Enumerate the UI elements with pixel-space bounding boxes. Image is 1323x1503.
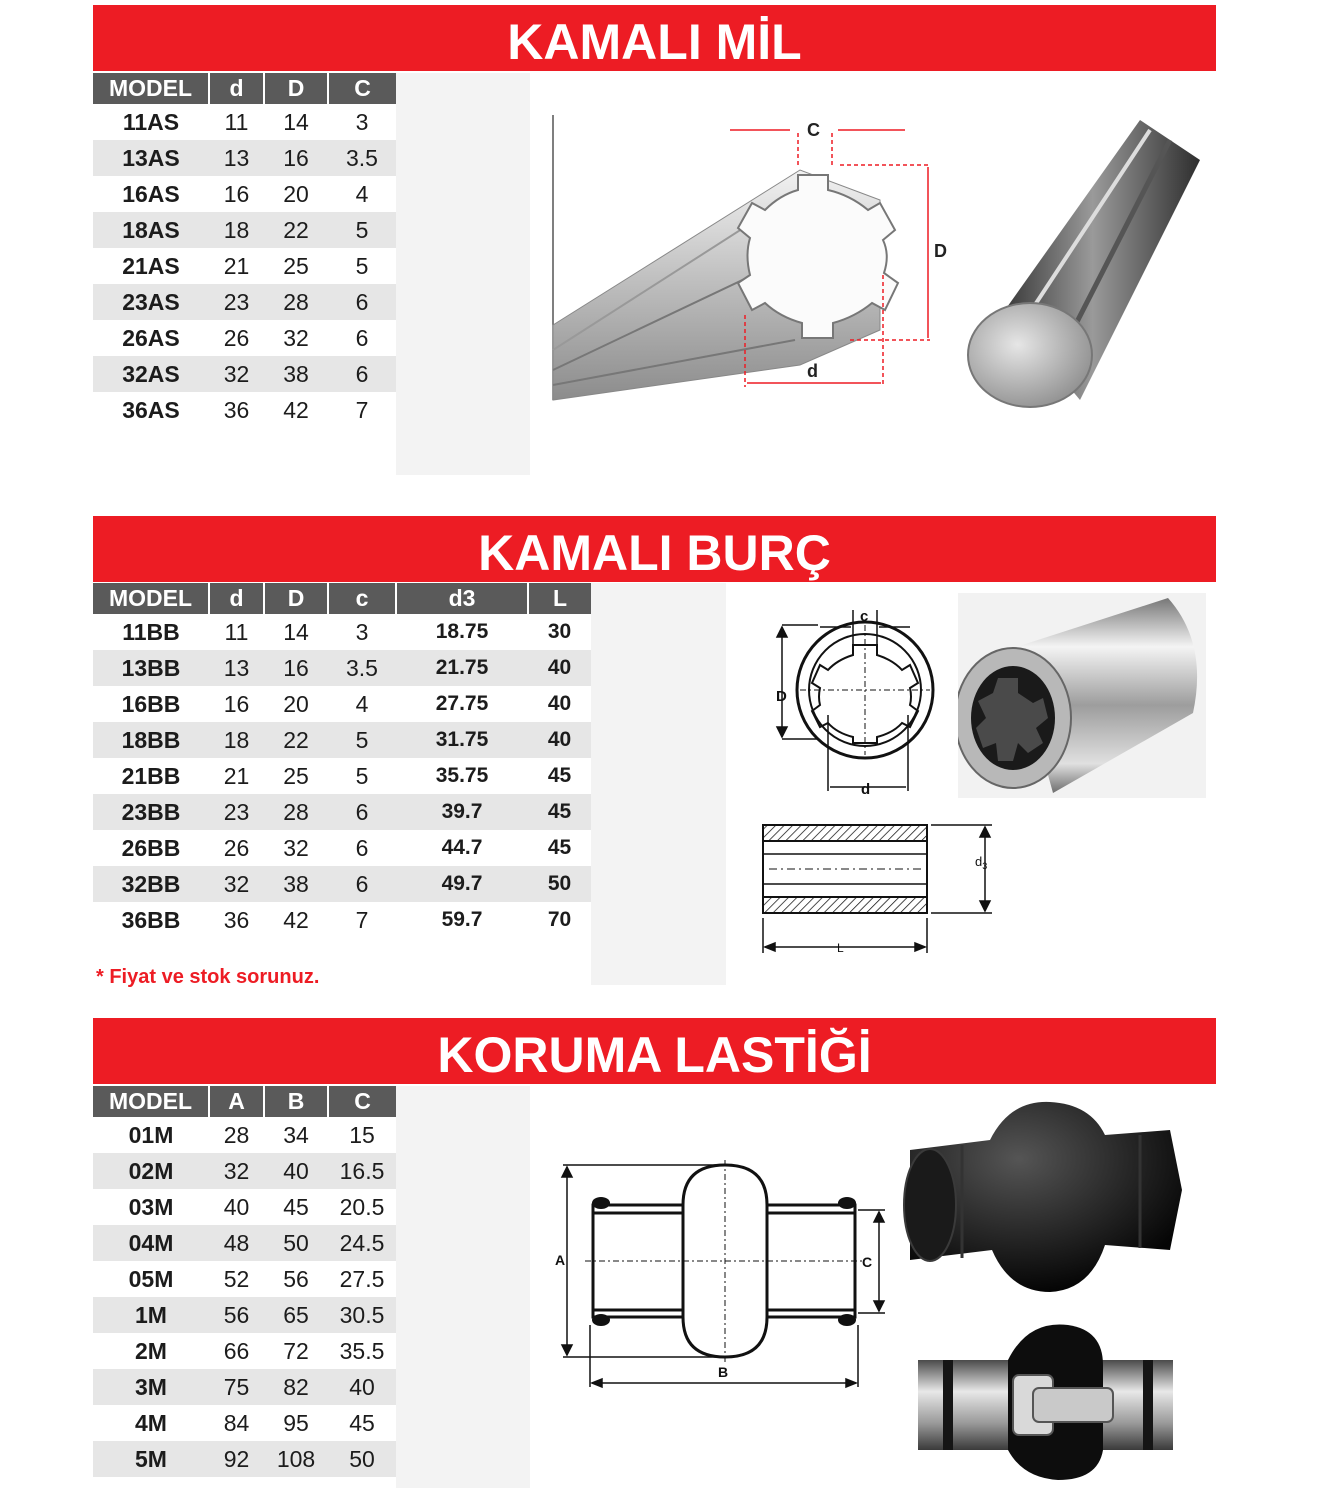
value-cell: 6 bbox=[328, 356, 396, 392]
table-row bbox=[93, 1261, 396, 1297]
value-cell: 31.75 bbox=[396, 722, 528, 758]
model-cell: 13AS bbox=[93, 140, 209, 176]
table-header bbox=[93, 73, 396, 104]
value-cell: 16 bbox=[264, 650, 328, 686]
spline-shaft-photo bbox=[965, 115, 1205, 415]
table-side-panel bbox=[396, 1086, 530, 1488]
table-row bbox=[93, 1117, 396, 1153]
col-header: c bbox=[328, 583, 396, 614]
value-cell: 39.7 bbox=[396, 794, 528, 830]
value-cell: 30 bbox=[547, 620, 572, 643]
value-cell: 50 bbox=[328, 1441, 396, 1477]
table-row bbox=[93, 1153, 396, 1189]
spline-shaft-table bbox=[93, 73, 396, 428]
value-cell: 13 bbox=[209, 650, 264, 686]
model-cell: 26AS bbox=[122, 324, 180, 351]
col-header: C bbox=[328, 1086, 396, 1117]
value-cell: 5 bbox=[355, 762, 369, 789]
value-cell: 16 bbox=[223, 690, 250, 717]
value-cell: 38 bbox=[264, 866, 328, 902]
value-cell: 5 bbox=[328, 722, 396, 758]
section-banner-koruma-lastigi bbox=[93, 1018, 1216, 1084]
spline-bushing-photo bbox=[958, 593, 1206, 798]
dim-label-L: L bbox=[837, 941, 844, 955]
model-cell: 01M bbox=[128, 1121, 174, 1148]
value-cell: 56 bbox=[283, 1265, 309, 1292]
table-row bbox=[93, 902, 591, 938]
value-cell: 45 bbox=[283, 1193, 309, 1220]
value-cell: 108 bbox=[264, 1441, 328, 1477]
value-cell: 22 bbox=[264, 212, 328, 248]
col-header: MODEL bbox=[93, 73, 209, 104]
model-cell: 02M bbox=[93, 1153, 209, 1189]
value-cell: 6 bbox=[328, 794, 396, 830]
value-cell: 18.75 bbox=[435, 620, 489, 643]
table-row bbox=[93, 140, 396, 176]
value-cell: 42 bbox=[283, 906, 309, 933]
section-banner-kamali-burc bbox=[93, 516, 1216, 582]
model-cell: 1M bbox=[93, 1297, 209, 1333]
value-cell: 28 bbox=[223, 1121, 250, 1148]
value-cell: 65 bbox=[264, 1297, 328, 1333]
value-cell: 40 bbox=[547, 692, 572, 715]
value-cell: 14 bbox=[283, 618, 309, 645]
value-cell: 3.5 bbox=[328, 650, 396, 686]
value-cell: 75 bbox=[209, 1369, 264, 1405]
value-cell: 35.5 bbox=[339, 1337, 385, 1364]
value-cell: 70 bbox=[547, 908, 572, 931]
model-cell: 23BB bbox=[93, 794, 209, 830]
value-cell: 5 bbox=[355, 252, 369, 279]
model-cell: 3M bbox=[93, 1369, 209, 1405]
table-row bbox=[93, 1333, 396, 1369]
value-cell: 24.5 bbox=[328, 1225, 396, 1261]
model-cell: 26BB bbox=[121, 834, 181, 861]
value-cell: 84 bbox=[223, 1409, 250, 1436]
value-cell: 5 bbox=[328, 212, 396, 248]
value-cell: 23 bbox=[209, 794, 264, 830]
value-cell: 45 bbox=[528, 794, 591, 830]
table-row bbox=[93, 212, 396, 248]
value-cell: 18 bbox=[209, 722, 264, 758]
value-cell: 36 bbox=[223, 906, 250, 933]
table-row bbox=[93, 248, 396, 284]
value-cell: 32 bbox=[283, 324, 309, 351]
value-cell: 32 bbox=[283, 834, 309, 861]
value-cell: 22 bbox=[264, 722, 328, 758]
table-side-panel bbox=[591, 583, 726, 985]
section-title: KAMALI BURÇ bbox=[478, 525, 831, 581]
value-cell: 26 bbox=[223, 834, 250, 861]
value-cell: 40 bbox=[264, 1153, 328, 1189]
value-cell: 27.5 bbox=[339, 1265, 385, 1292]
value-cell: 40 bbox=[328, 1369, 396, 1405]
value-cell: 32 bbox=[209, 866, 264, 902]
value-cell: 16.5 bbox=[328, 1153, 396, 1189]
table-row bbox=[93, 722, 591, 758]
dim-label-c: C bbox=[807, 120, 820, 140]
col-header: MODEL bbox=[93, 1086, 209, 1117]
table-row bbox=[93, 104, 396, 140]
value-cell: 48 bbox=[209, 1225, 264, 1261]
col-header: B bbox=[264, 1086, 328, 1117]
col-header: L bbox=[528, 583, 591, 614]
table-body bbox=[93, 614, 591, 938]
value-cell: 26 bbox=[223, 324, 250, 351]
section-title: KAMALI MİL bbox=[507, 14, 802, 70]
value-cell: 6 bbox=[328, 866, 396, 902]
model-cell: 2M bbox=[135, 1337, 167, 1364]
value-cell: 18 bbox=[209, 212, 264, 248]
model-cell: 11BB bbox=[122, 618, 180, 645]
spline-shaft-diagram bbox=[550, 105, 970, 425]
value-cell: 92 bbox=[209, 1441, 264, 1477]
value-cell: 45 bbox=[349, 1409, 375, 1436]
value-cell: 15 bbox=[349, 1121, 375, 1148]
model-cell: 04M bbox=[93, 1225, 209, 1261]
dim-label-d3: $d_3$ bbox=[975, 854, 988, 871]
protection-rubber-photo bbox=[900, 1100, 1185, 1295]
value-cell: 16 bbox=[264, 140, 328, 176]
model-cell: 16BB bbox=[121, 690, 181, 717]
spline-bushing-front-diagram bbox=[760, 605, 960, 805]
col-header: d bbox=[209, 73, 264, 104]
value-cell: 3 bbox=[355, 108, 369, 135]
dim-label-D: D bbox=[934, 241, 947, 261]
model-cell: 32BB bbox=[93, 866, 209, 902]
model-cell: 4M bbox=[135, 1409, 167, 1436]
value-cell: 7 bbox=[355, 906, 369, 933]
table-row bbox=[93, 650, 591, 686]
value-cell: 40 bbox=[528, 722, 591, 758]
value-cell: 36 bbox=[223, 396, 250, 423]
table-row bbox=[93, 176, 396, 212]
value-cell: 4 bbox=[355, 180, 369, 207]
value-cell: 4 bbox=[355, 690, 369, 717]
value-cell: 28 bbox=[264, 284, 328, 320]
value-cell: 23 bbox=[209, 284, 264, 320]
model-cell: 05M bbox=[128, 1265, 174, 1292]
value-cell: 45 bbox=[547, 764, 572, 787]
model-cell: 11AS bbox=[122, 108, 180, 135]
spline-bushing-side-diagram bbox=[757, 818, 1002, 958]
value-cell: 72 bbox=[283, 1337, 309, 1364]
model-cell: 36AS bbox=[122, 396, 180, 423]
col-header: C bbox=[328, 73, 396, 104]
value-cell: 20 bbox=[283, 690, 309, 717]
col-header: d3 bbox=[396, 583, 528, 614]
model-cell: 18BB bbox=[93, 722, 209, 758]
value-cell: 95 bbox=[283, 1409, 309, 1436]
value-cell: 32 bbox=[209, 1153, 264, 1189]
value-cell: 21 bbox=[223, 252, 250, 279]
value-cell: 14 bbox=[283, 108, 309, 135]
value-cell: 27.75 bbox=[435, 692, 489, 715]
value-cell: 66 bbox=[223, 1337, 250, 1364]
col-header: D bbox=[264, 73, 328, 104]
value-cell: 82 bbox=[264, 1369, 328, 1405]
value-cell: 20 bbox=[283, 180, 309, 207]
value-cell: 59.7 bbox=[441, 908, 483, 931]
table-row bbox=[93, 1405, 396, 1441]
dim-label-A: A bbox=[555, 1252, 566, 1268]
table-body bbox=[93, 104, 396, 428]
value-cell: 42 bbox=[283, 396, 309, 423]
value-cell: 50 bbox=[264, 1225, 328, 1261]
table-row bbox=[93, 1369, 396, 1405]
col-header: MODEL bbox=[93, 583, 209, 614]
value-cell: 30.5 bbox=[328, 1297, 396, 1333]
model-cell: 16AS bbox=[122, 180, 180, 207]
table-side-panel bbox=[396, 73, 530, 475]
col-header: D bbox=[264, 583, 328, 614]
spline-bushing-table bbox=[93, 583, 591, 938]
value-cell: 25 bbox=[283, 762, 309, 789]
dim-label-c: c bbox=[860, 608, 869, 625]
table-header bbox=[93, 1086, 396, 1117]
value-cell: 34 bbox=[283, 1121, 309, 1148]
value-cell: 52 bbox=[223, 1265, 250, 1292]
section-title: KORUMA LASTİĞİ bbox=[437, 1027, 872, 1083]
section-banner-kamali-mil bbox=[93, 5, 1216, 71]
model-cell: 32AS bbox=[93, 356, 209, 392]
table-row bbox=[93, 830, 591, 866]
value-cell: 25 bbox=[283, 252, 309, 279]
value-cell: 40 bbox=[528, 650, 591, 686]
dim-label-d: d bbox=[861, 781, 871, 798]
value-cell: 7 bbox=[355, 396, 369, 423]
table-row bbox=[93, 758, 591, 794]
dim-label-C: C bbox=[862, 1254, 873, 1270]
table-row bbox=[93, 356, 396, 392]
table-row bbox=[93, 284, 396, 320]
model-cell: 36BB bbox=[121, 906, 181, 933]
table-row bbox=[93, 866, 591, 902]
col-header: A bbox=[209, 1086, 264, 1117]
table-row bbox=[93, 1441, 396, 1477]
model-cell: 23AS bbox=[93, 284, 209, 320]
value-cell: 32 bbox=[209, 356, 264, 392]
col-header: d bbox=[209, 583, 264, 614]
model-cell: 21AS bbox=[122, 252, 180, 279]
table-row bbox=[93, 392, 396, 428]
protection-rubber-table bbox=[93, 1086, 396, 1477]
value-cell: 44.7 bbox=[441, 836, 483, 859]
model-cell: 03M bbox=[128, 1193, 174, 1220]
value-cell: 40 bbox=[223, 1193, 250, 1220]
value-cell: 16 bbox=[223, 180, 250, 207]
table-row bbox=[93, 794, 591, 830]
value-cell: 38 bbox=[264, 356, 328, 392]
protection-rubber-diagram bbox=[555, 1155, 895, 1395]
value-cell: 50 bbox=[528, 866, 591, 902]
table-row bbox=[93, 686, 591, 722]
value-cell: 21 bbox=[223, 762, 250, 789]
value-cell: 13 bbox=[209, 140, 264, 176]
value-cell: 21.75 bbox=[396, 650, 528, 686]
value-cell: 11 bbox=[224, 618, 249, 645]
table-body bbox=[93, 1117, 396, 1477]
value-cell: 6 bbox=[355, 834, 369, 861]
universal-joint-photo bbox=[918, 1320, 1173, 1480]
dim-label-d: d bbox=[807, 361, 818, 381]
value-cell: 6 bbox=[328, 284, 396, 320]
value-cell: 11 bbox=[224, 108, 249, 135]
value-cell: 35.75 bbox=[435, 764, 489, 787]
model-cell: 21BB bbox=[121, 762, 181, 789]
value-cell: 20.5 bbox=[339, 1193, 385, 1220]
model-cell: 18AS bbox=[93, 212, 209, 248]
table-row bbox=[93, 320, 396, 356]
model-cell: 5M bbox=[93, 1441, 209, 1477]
value-cell: 3 bbox=[355, 618, 369, 645]
value-cell: 45 bbox=[547, 836, 572, 859]
value-cell: 6 bbox=[355, 324, 369, 351]
table-row bbox=[93, 614, 591, 650]
model-cell: 13BB bbox=[93, 650, 209, 686]
price-stock-note: * Fiyat ve stok sorunuz. bbox=[96, 966, 320, 988]
table-row bbox=[93, 1225, 396, 1261]
table-row bbox=[93, 1189, 396, 1225]
value-cell: 28 bbox=[264, 794, 328, 830]
dim-label-B: B bbox=[718, 1364, 729, 1380]
table-header bbox=[93, 583, 591, 614]
table-row bbox=[93, 1297, 396, 1333]
value-cell: 56 bbox=[209, 1297, 264, 1333]
value-cell: 3.5 bbox=[328, 140, 396, 176]
value-cell: 49.7 bbox=[396, 866, 528, 902]
dim-label-D: D bbox=[776, 688, 787, 705]
